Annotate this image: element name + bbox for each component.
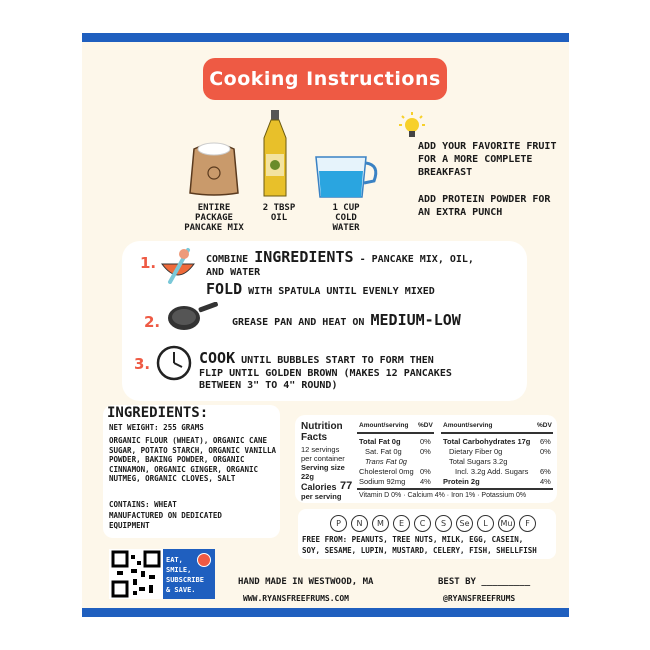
nutrient-total-fat-dv: 0% [420, 437, 431, 446]
clock-icon [156, 345, 192, 381]
nutrient-protein: Protein 2g [443, 477, 480, 486]
nutrient-cholesterol-dv: 0% [420, 467, 431, 476]
nutrient-carbs: Total Carbohydrates 17g [443, 437, 531, 446]
nutrient-trans-fat: Trans Fat 0g [365, 457, 407, 466]
step-1-post: - PANCAKE MIX, OIL, [359, 254, 474, 265]
sesame-free-icon: Se [456, 515, 473, 532]
nutrition-rule-right [441, 432, 553, 434]
nutrient-cholesterol: Cholesterol 0mg [359, 467, 414, 476]
step-3-number: 3. [134, 355, 151, 373]
step-1-number: 1. [140, 254, 157, 272]
servings-line-2: per container [301, 454, 345, 463]
nutrient-sugars: Total Sugars 3.2g [449, 457, 508, 466]
step-2-pre: GREASE PAN AND HEAT ON [232, 317, 365, 328]
nutrient-added-sugars: Incl. 3.2g Add. Sugars [455, 467, 529, 476]
net-weight: NET WEIGHT: 255 GRAMS [109, 423, 204, 432]
step-3-line-2: FLIP UNTIL GOLDEN BROWN (MAKES 12 PANCAKES [199, 368, 452, 379]
mixing-bowl-icon [160, 246, 196, 284]
milk-free-icon: M [372, 515, 389, 532]
social-handle[interactable]: @RYANSFREEFRUMS [443, 594, 516, 603]
per-serving-label: per serving [301, 492, 342, 501]
tree-nut-free-icon: N [351, 515, 368, 532]
eat-line-1: EAT, [166, 556, 183, 564]
best-by-text: BEST BY _________ [438, 577, 531, 587]
ingredients-list: ORGANIC FLOUR (WHEAT), ORGANIC CANE SUGAR, POTATO STARCH, ORGANIC VANILLA POWDER, BAKING POWDER, ORGANIC CINNAMON, ORGANIC GINGER, ORGANIC NUTMEG, ORGANIC CLOVES, SALT [109, 436, 277, 483]
mustard-free-icon: Mu [498, 515, 515, 532]
step-3-highlight: COOK [199, 349, 236, 367]
step-3-line-3: BETWEEN 3" TO 4" ROUND) [199, 380, 338, 391]
col-dv-left: %DV [418, 422, 433, 429]
website-link[interactable]: WWW.RYANSFREEFRUMS.COM [243, 594, 349, 603]
calories-label: Calories [301, 482, 337, 492]
ingredient-label-pancake-mix: ENTIRE PACKAGE PANCAKE MIX [184, 203, 244, 233]
step-1-pre: COMBINE [206, 254, 249, 265]
tip-protein: ADD PROTEIN POWDER FOR AN EXTRA PUNCH [418, 194, 551, 218]
step-1-line-2: AND WATER [206, 267, 261, 278]
step-1-line-3 [206, 280, 521, 298]
tip-fruit: ADD YOUR FAVORITE FRUIT FOR A MORE COMPLETE BREAKFAST [418, 141, 557, 178]
ingredient-label-oil: 2 TBSP OIL [262, 203, 296, 223]
step-1-fold-text: WITH SPATULA UNTIL EVENLY MIXED [248, 286, 435, 297]
nutrient-sat-fat-dv: 0% [420, 447, 431, 456]
nutrient-sat-fat: Sat. Fat 0g [365, 447, 402, 456]
peanut-free-icon: P [330, 515, 347, 532]
frying-pan-icon [166, 302, 218, 334]
serving-size-value: 22g [301, 472, 314, 481]
nutrient-sodium-dv: 4% [420, 477, 431, 486]
step-1-fold: FOLD [206, 280, 243, 298]
servings-line-1: 12 servings [301, 445, 340, 454]
nutrition-rule-bottom [357, 488, 553, 490]
measuring-cup-icon [312, 155, 382, 199]
step-1-line-1 [206, 248, 521, 266]
contains-allergens: CONTAINS: WHEAT [109, 500, 177, 509]
ingredients-heading: INGREDIENTS: [107, 405, 209, 421]
made-in-text: HAND MADE IN WESTWOOD, MA [238, 577, 374, 587]
ingredient-label-water: 1 CUP COLD WATER [332, 203, 360, 233]
step-3-line-1 [199, 349, 519, 367]
nutrition-title-1: Nutrition [301, 421, 343, 432]
qr-code[interactable] [109, 549, 163, 599]
free-from-line-1: FREE FROM: PEANUTS, TREE NUTS, MILK, EGG, CASEIN, [302, 535, 524, 544]
eat-line-4: & SAVE. [166, 586, 196, 594]
nutrient-added-sugars-dv: 6% [540, 467, 551, 476]
step-2-number: 2. [144, 313, 161, 331]
serving-size-label: Serving size [301, 463, 345, 472]
fish-free-icon: F [519, 515, 536, 532]
col-amount-left: Amount/serving [359, 422, 409, 429]
step-2-line [232, 311, 522, 329]
lightbulb-icon [396, 111, 428, 143]
vitamins-line: Vitamin D 0% · Calcium 4% · Iron 1% · Potassium 0% [359, 492, 527, 499]
col-amount-right: Amount/serving [443, 422, 493, 429]
flour-bag-icon [188, 139, 240, 197]
top-blue-band [82, 33, 569, 42]
nutrition-title-2: Facts [301, 432, 328, 443]
step-1-highlight: INGREDIENTS [254, 248, 354, 266]
eat-line-2: SMILE, [166, 566, 192, 574]
calories-value: 77 [340, 480, 353, 492]
step-2-highlight: MEDIUM-LOW [370, 311, 461, 329]
nutrient-fiber-dv: 0% [540, 447, 551, 456]
brand-logo-icon [197, 553, 211, 567]
facility-statement: MANUFACTURED ON DEDICATED EQUIPMENT [109, 511, 222, 530]
soy-free-icon: S [435, 515, 452, 532]
nutrient-total-fat: Total Fat 0g [359, 437, 401, 446]
casein-free-icon: C [414, 515, 431, 532]
lupin-free-icon: L [477, 515, 494, 532]
nutrition-rule-left [357, 432, 434, 434]
bottom-blue-band [82, 608, 569, 617]
oil-bottle-icon [262, 110, 288, 198]
nutrient-carbs-dv: 6% [540, 437, 551, 446]
nutrient-sodium: Sodium 92mg [359, 477, 406, 486]
free-from-line-2: SOY, SESAME, LUPIN, MUSTARD, CELERY, FISH, SHELLFISH [302, 546, 537, 555]
nutrient-fiber: Dietary Fiber 0g [449, 447, 503, 456]
eat-line-3: SUBSCRIBE [166, 576, 204, 584]
subscribe-badge[interactable] [163, 549, 215, 599]
step-3-post: UNTIL BUBBLES START TO FORM THEN [241, 355, 434, 366]
page-title: Cooking Instructions [203, 58, 447, 100]
col-dv-right: %DV [537, 422, 552, 429]
egg-free-icon: E [393, 515, 410, 532]
nutrient-protein-dv: 4% [540, 477, 551, 486]
